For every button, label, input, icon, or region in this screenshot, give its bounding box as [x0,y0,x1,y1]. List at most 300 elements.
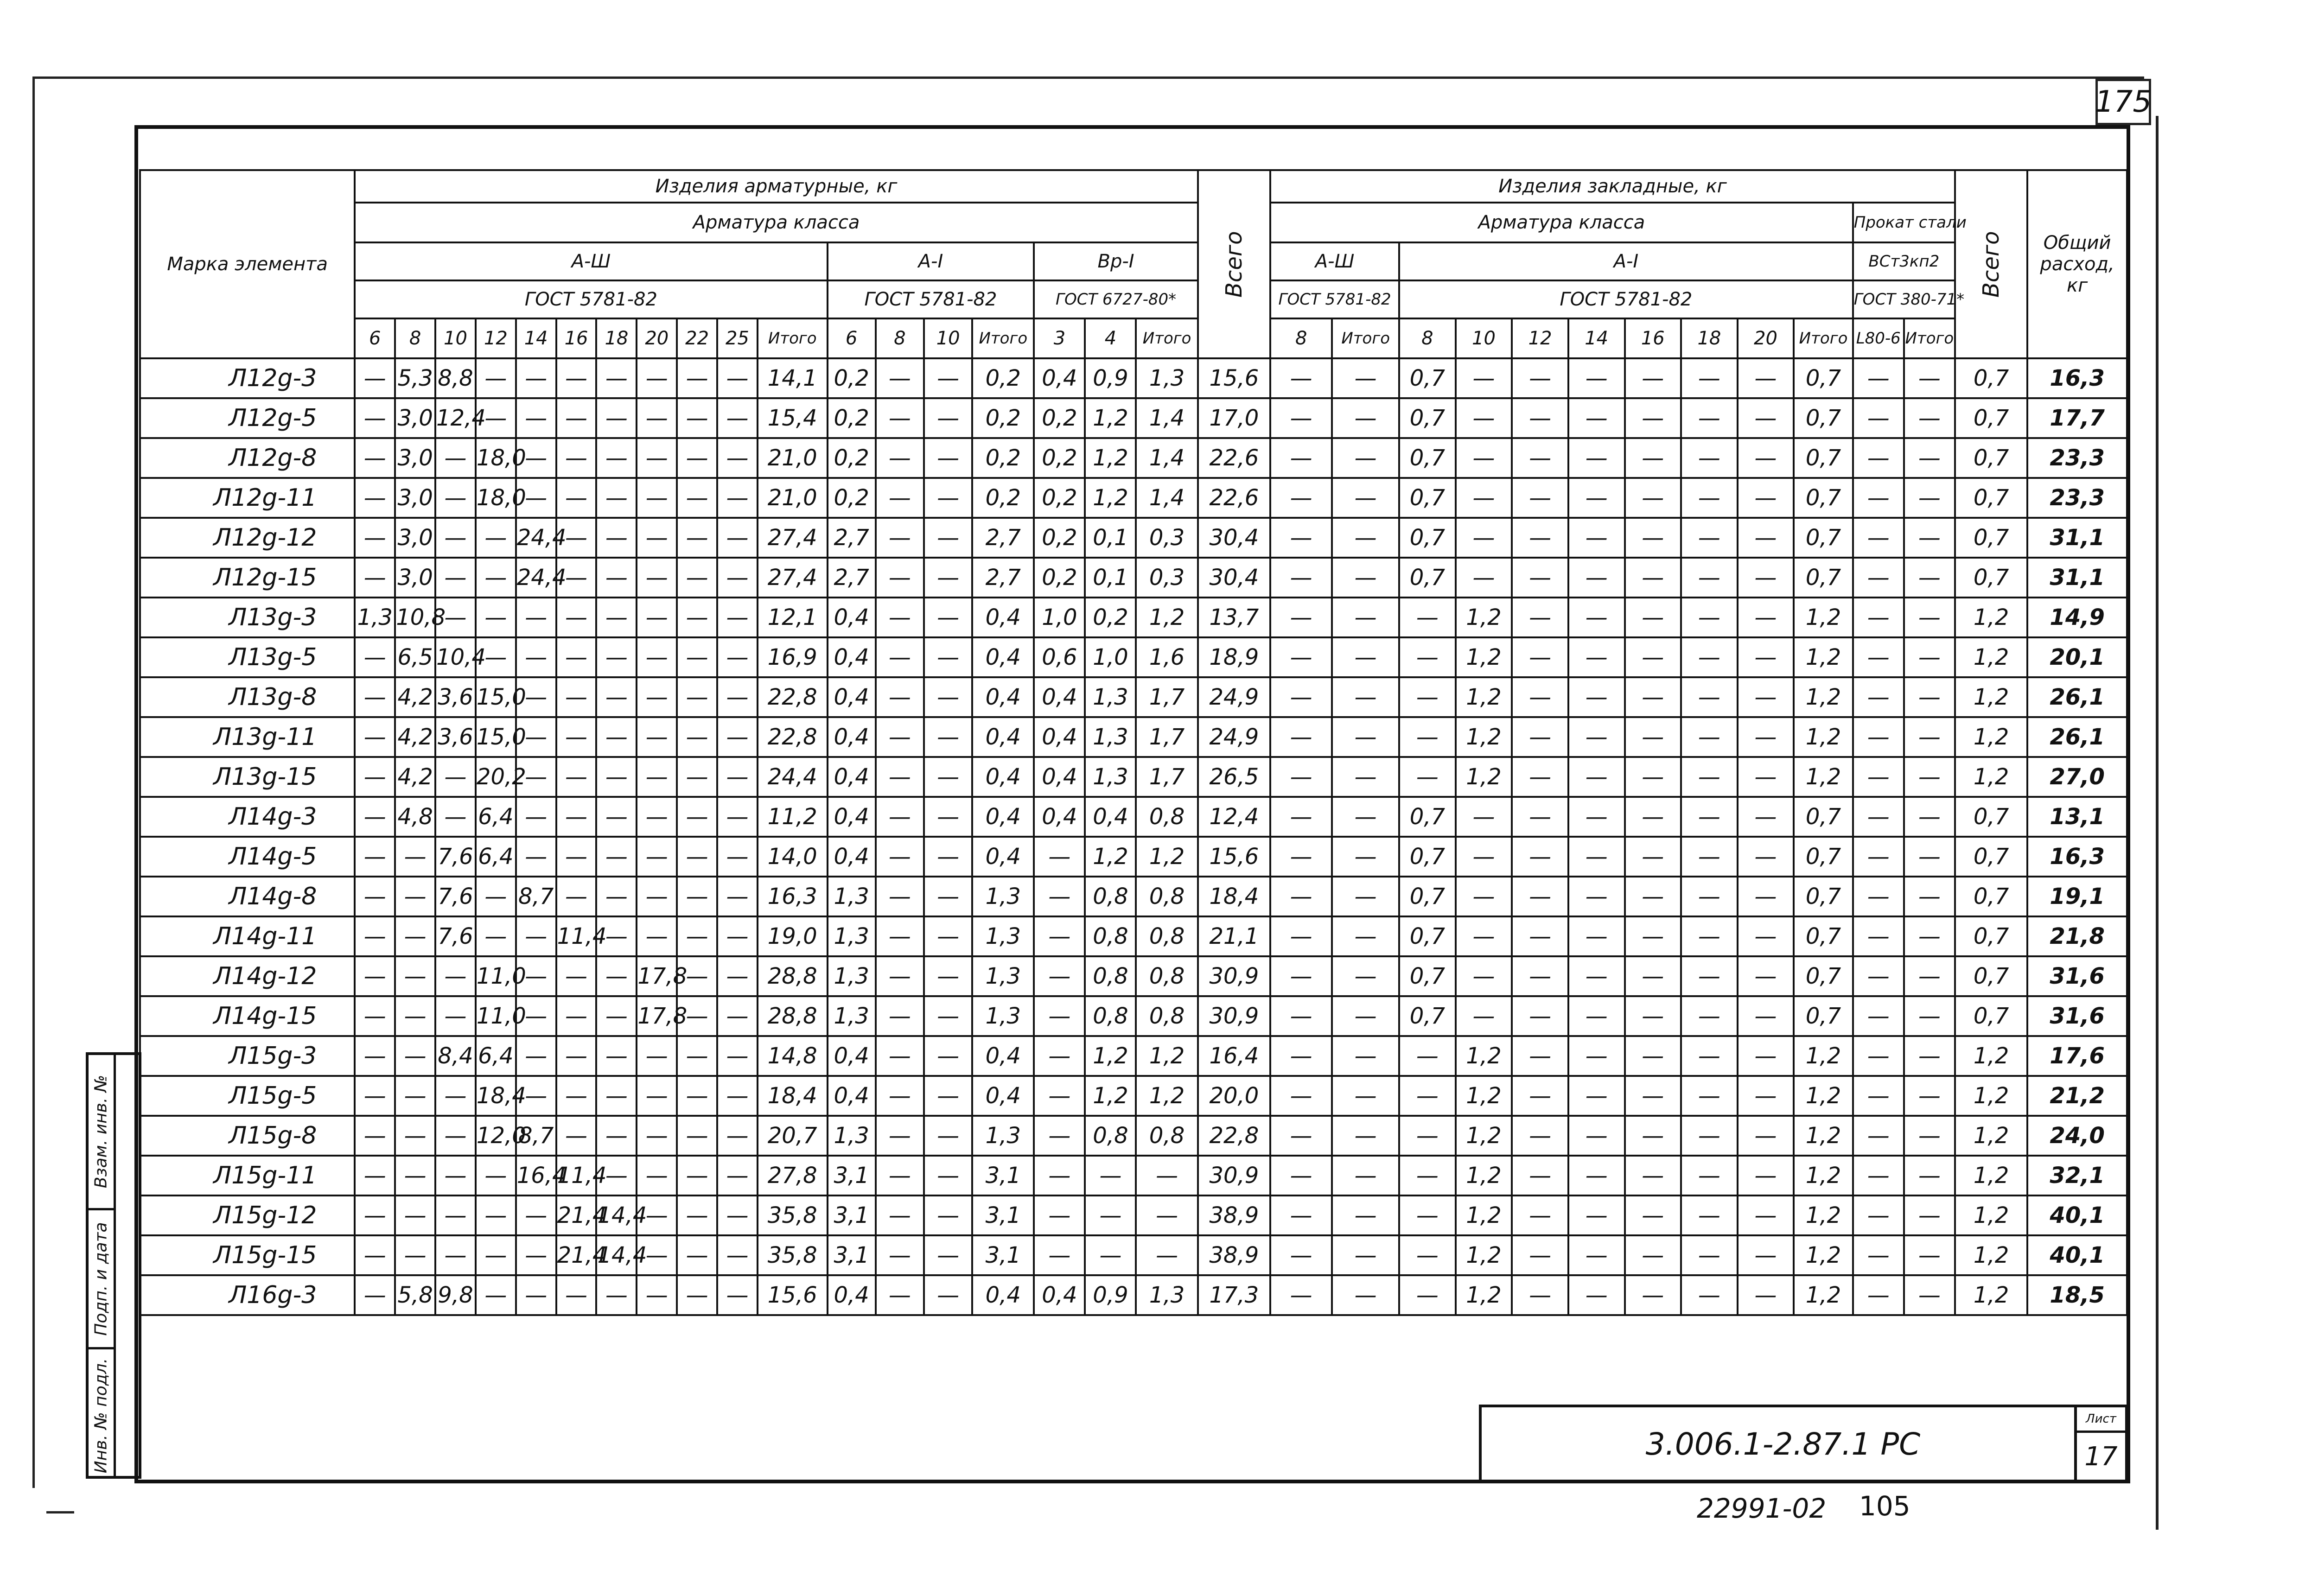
value-cell: 0,7 [1399,916,1456,956]
value-cell: 3,0 [395,558,435,598]
value-cell: — [1568,478,1625,518]
total-cell: — [1136,1156,1197,1195]
value-cell: — [516,916,556,956]
value-cell: — [637,677,677,717]
table-row [140,438,2127,478]
total-cell: 0,7 [1955,837,2027,877]
value-cell: — [1853,1195,1904,1235]
value-cell: — [1738,558,1794,598]
table-row [140,1235,2127,1275]
value-cell: — [355,837,395,877]
value-cell: 1,2 [1456,1116,1512,1156]
total-cell: 0,7 [1794,996,1853,1036]
value-cell: 4,8 [395,797,435,837]
value-cell: — [677,518,717,558]
value-cell: — [1456,518,1512,558]
value-cell: 0,7 [1399,877,1456,916]
value-cell: — [876,996,924,1036]
diameter-header: 16 [556,318,597,358]
value-cell: — [637,877,677,916]
total-cell: 1,2 [1794,637,1853,677]
value-cell: 0,4 [1034,797,1085,837]
diameter-header: 12 [1512,318,1568,358]
value-cell: 7,6 [435,837,476,877]
value-cell: — [924,1275,972,1315]
total-cell: 2,7 [972,558,1034,598]
value-cell: 1,2 [1085,478,1136,518]
total-cell: 1,2 [1794,677,1853,717]
total-header: Всего [1198,170,1270,358]
total-cell: 31,1 [2027,558,2127,598]
value-cell: — [677,1275,717,1315]
stamp-cell [89,1347,114,1482]
value-cell: — [1568,877,1625,916]
total-cell: 12,4 [1198,797,1270,837]
value-cell: — [717,837,758,877]
value-cell: — [1681,358,1738,398]
total-cell: — [1332,797,1399,837]
total-cell: 3,1 [972,1195,1034,1235]
total-cell: — [1332,956,1399,996]
value-cell: — [1270,637,1332,677]
value-cell: — [395,1076,435,1116]
value-cell: 1,2 [1456,637,1512,677]
value-cell: — [1853,1235,1904,1275]
diameter-header: 20 [637,318,677,358]
total-cell: 38,9 [1198,1195,1270,1235]
value-cell: 7,6 [435,916,476,956]
total-cell: 1,3 [1136,1275,1197,1315]
total-cell: 30,4 [1198,518,1270,558]
value-cell: — [556,797,597,837]
value-cell: 15,0 [476,677,516,717]
total-cell: 27,0 [2027,757,2127,797]
value-cell: — [1738,637,1794,677]
value-cell: — [355,1156,395,1195]
total-cell: — [1136,1195,1197,1235]
value-cell: — [1270,797,1332,837]
value-cell: 0,9 [1085,358,1136,398]
value-cell: — [476,1156,516,1195]
total-cell: 1,3 [972,916,1034,956]
total-cell: 1,2 [1955,1235,2027,1275]
value-cell: 21,4 [556,1235,597,1275]
value-cell: — [1625,1195,1681,1235]
value-cell: — [516,757,556,797]
total-cell: 30,9 [1198,1156,1270,1195]
value-cell: — [637,358,677,398]
value-cell: — [1681,757,1738,797]
value-cell: — [1853,1076,1904,1116]
value-cell: — [1738,717,1794,757]
value-cell: — [1625,916,1681,956]
value-cell: 18,4 [476,1076,516,1116]
value-cell: 1,3 [1085,677,1136,717]
value-cell: 8,7 [516,877,556,916]
value-cell: — [556,837,597,877]
value-cell: — [677,877,717,916]
value-cell: 20,2 [476,757,516,797]
value-cell: — [556,1275,597,1315]
value-cell: — [1625,1275,1681,1315]
value-cell: — [1399,1275,1456,1315]
table-row [140,717,2127,757]
value-cell: — [717,1076,758,1116]
total-cell: 0,4 [972,837,1034,877]
value-cell: 0,4 [828,598,876,637]
value-cell: — [876,916,924,956]
total-cell: 0,8 [1136,996,1197,1036]
total-cell: 22,6 [1198,438,1270,478]
value-cell: — [355,478,395,518]
value-cell: — [1034,916,1085,956]
value-cell: — [556,358,597,398]
value-cell: — [1399,1195,1456,1235]
order-code: 22991-02 [1697,1493,1827,1524]
value-cell: 14,4 [596,1235,637,1275]
total-cell: 1,2 [1955,1195,2027,1235]
value-cell: — [1399,1036,1456,1076]
value-cell: — [355,1036,395,1076]
value-cell: — [924,438,972,478]
value-cell: — [1681,797,1738,837]
value-cell: — [637,558,677,598]
value-cell: — [395,1195,435,1235]
value-cell: — [1681,877,1738,916]
value-cell: — [395,1036,435,1076]
value-cell: — [1738,996,1794,1036]
value-cell: — [1512,717,1568,757]
value-cell: — [876,1235,924,1275]
value-cell: — [1625,1156,1681,1195]
value-cell: — [1034,1235,1085,1275]
value-cell: — [556,438,597,478]
value-cell: 1,0 [1085,637,1136,677]
value-cell: — [717,916,758,956]
value-cell: — [1853,438,1904,478]
value-cell: — [677,558,717,598]
value-cell: — [1568,1076,1625,1116]
right-border-rule [2156,116,2159,1530]
value-cell: — [637,598,677,637]
total-cell: 17,7 [2027,398,2127,438]
total-cell: — [1332,518,1399,558]
value-cell: 4,2 [395,717,435,757]
total-cell: 28,8 [758,996,828,1036]
element-mark: Л15g-11 [140,1156,355,1195]
value-cell: — [596,1156,637,1195]
total-cell: 1,2 [1794,1235,1853,1275]
total-cell: 0,4 [972,598,1034,637]
element-mark: Л12g-15 [140,558,355,598]
value-cell: 6,4 [476,797,516,837]
value-cell: — [1512,1156,1568,1195]
value-cell: 3,0 [395,478,435,518]
value-cell: — [1625,996,1681,1036]
value-cell: 1,2 [1456,717,1512,757]
value-cell: — [556,637,597,677]
table-row [140,916,2127,956]
value-cell: — [596,1036,637,1076]
total-cell: 1,2 [1955,1156,2027,1195]
total-cell: — [1904,1156,1955,1195]
value-cell: — [1568,837,1625,877]
value-cell: 0,1 [1085,518,1136,558]
total-cell: 0,7 [1955,877,2027,916]
mark-header: Марка элемента [140,170,355,358]
value-cell: — [1568,996,1625,1036]
diameter-header: 10 [435,318,476,358]
value-cell: — [1625,837,1681,877]
total-cell: — [1904,956,1955,996]
value-cell: — [355,1275,395,1315]
value-cell: — [1738,1156,1794,1195]
total-cell: — [1332,1036,1399,1076]
value-cell: — [924,996,972,1036]
element-mark: Л16g-3 [140,1275,355,1315]
value-cell: — [1625,478,1681,518]
total-cell: 0,2 [972,398,1034,438]
value-cell: — [924,558,972,598]
value-cell: — [677,916,717,956]
value-cell: — [1625,956,1681,996]
element-mark: Л15g-5 [140,1076,355,1116]
total-cell: 0,3 [1136,558,1197,598]
value-cell: — [1853,877,1904,916]
total-cell: 1,2 [1136,598,1197,637]
value-cell: — [1568,637,1625,677]
total-cell: 3,1 [972,1156,1034,1195]
value-cell: — [1681,996,1738,1036]
value-cell: 6,4 [476,1036,516,1076]
value-cell: 0,4 [828,837,876,877]
value-cell: — [556,518,597,558]
value-cell: — [1456,398,1512,438]
steel-grade-header: ВСт3кп2 [1853,242,1955,280]
value-cell: — [1681,956,1738,996]
value-cell: 1,0 [1034,598,1085,637]
value-cell: 1,2 [1085,837,1136,877]
value-cell: 18,0 [476,438,516,478]
total-cell: 21,0 [758,478,828,518]
table-body [140,358,2127,1315]
total-cell: 18,4 [1198,877,1270,916]
value-cell: 8,7 [516,1116,556,1156]
value-cell: — [1512,358,1568,398]
value-cell: — [1853,478,1904,518]
value-cell: — [435,598,476,637]
value-cell: — [717,717,758,757]
total-cell: 0,7 [1794,518,1853,558]
value-cell: — [637,1036,677,1076]
value-cell: — [1853,637,1904,677]
value-cell: 14,4 [596,1195,637,1235]
value-cell: — [596,956,637,996]
value-cell: 0,7 [1399,837,1456,877]
value-cell: — [476,398,516,438]
value-cell: 7,6 [435,877,476,916]
value-cell: — [637,837,677,877]
stamp-label: Инв. № подл. [91,1358,111,1473]
value-cell: — [677,797,717,837]
element-mark: Л13g-15 [140,757,355,797]
value-cell: 0,4 [1034,358,1085,398]
total-cell: 15,6 [758,1275,828,1315]
value-cell: — [1625,1116,1681,1156]
value-cell: — [677,598,717,637]
sheet-box [2074,1407,2125,1481]
value-cell: — [476,358,516,398]
total-cell: — [1332,916,1399,956]
value-cell: — [355,877,395,916]
total-cell: 0,7 [1955,558,2027,598]
value-cell: — [355,916,395,956]
value-cell: — [1034,1156,1085,1195]
value-cell: — [355,1116,395,1156]
value-cell: 0,7 [1399,518,1456,558]
value-cell: — [1512,956,1568,996]
value-cell: — [677,637,717,677]
total-cell: 1,2 [1955,757,2027,797]
total-cell: 1,2 [1794,1036,1853,1076]
total-cell: 24,9 [1198,717,1270,757]
total-cell: 1,2 [1955,1116,2027,1156]
total-cell: 35,8 [758,1195,828,1235]
value-cell: — [1568,1036,1625,1076]
bottom-left-rule [46,1511,74,1513]
value-cell: — [435,558,476,598]
value-cell: — [677,996,717,1036]
total-cell: 22,8 [1198,1116,1270,1156]
value-cell: — [1512,637,1568,677]
embedded-products-header: Изделия закладные, кг [1270,170,1955,203]
total-cell: 1,2 [1794,757,1853,797]
total-cell: 38,9 [1198,1235,1270,1275]
value-cell: — [516,1195,556,1235]
value-cell: 0,8 [1085,916,1136,956]
table-row [140,478,2127,518]
total-cell: 13,1 [2027,797,2127,837]
total-cell: 16,3 [2027,837,2127,877]
value-cell: — [717,956,758,996]
table-row [140,598,2127,637]
value-cell: — [1270,757,1332,797]
value-cell: — [596,1116,637,1156]
total-cell: 18,4 [758,1076,828,1116]
total-cell: 1,3 [1136,358,1197,398]
footer-page-number: 105 [1859,1490,1910,1522]
value-cell: — [1625,438,1681,478]
total-cell: 1,2 [1794,1156,1853,1195]
value-cell: — [435,1116,476,1156]
subtotal-header: Итого [1332,318,1399,358]
total-cell: 1,2 [1794,598,1853,637]
value-cell: — [556,677,597,717]
subtotal-header: Итого [1904,318,1955,358]
total-cell: 1,2 [1955,677,2027,717]
total-cell: 24,9 [1198,677,1270,717]
total-cell: 30,9 [1198,956,1270,996]
value-cell: — [717,797,758,837]
total-cell: 0,7 [1955,916,2027,956]
total-cell: — [1904,558,1955,598]
table-row [140,518,2127,558]
total-cell: 21,0 [758,438,828,478]
value-cell: — [1270,398,1332,438]
value-cell: 8,4 [435,1036,476,1076]
value-cell: — [596,438,637,478]
value-cell: — [924,837,972,877]
value-cell: 0,8 [1085,1116,1136,1156]
total-cell: 1,2 [1955,717,2027,757]
value-cell: — [1456,797,1512,837]
total-cell: 23,3 [2027,438,2127,478]
value-cell: — [677,358,717,398]
total-cell: 0,7 [1794,837,1853,877]
total-cell: — [1904,1116,1955,1156]
value-cell: 0,4 [828,677,876,717]
value-cell: — [924,478,972,518]
diameter-header: 4 [1085,318,1136,358]
total-cell: 0,8 [1136,956,1197,996]
value-cell: — [717,438,758,478]
total-cell: 0,4 [972,1036,1034,1076]
diameter-header: 10 [1456,318,1512,358]
value-cell: — [1512,1036,1568,1076]
total-cell: 1,3 [972,956,1034,996]
value-cell: — [395,916,435,956]
value-cell: 0,4 [828,797,876,837]
value-cell: — [516,717,556,757]
value-cell: — [717,1275,758,1315]
total-cell: — [1904,637,1955,677]
subtotal-header: Итого [1136,318,1197,358]
value-cell: — [924,598,972,637]
table-row [140,358,2127,398]
total-cell: 1,2 [1794,717,1853,757]
value-cell: 1,2 [1456,1076,1512,1116]
table-row [140,1116,2127,1156]
value-cell: 0,8 [1085,996,1136,1036]
rolled-profile-header: L80-6 [1853,318,1904,358]
value-cell: — [1270,1076,1332,1116]
value-cell: — [596,358,637,398]
total-cell: 28,8 [758,956,828,996]
value-cell: — [1512,558,1568,598]
total-cell: 17,0 [1198,398,1270,438]
value-cell: — [876,717,924,757]
value-cell: — [596,757,637,797]
total-cell: 0,7 [1794,916,1853,956]
value-cell: — [1034,996,1085,1036]
value-cell: 2,7 [828,518,876,558]
value-cell: — [717,518,758,558]
value-cell: — [1625,797,1681,837]
value-cell: 0,4 [1034,1275,1085,1315]
total-cell: 26,1 [2027,677,2127,717]
total-cell: — [1332,558,1399,598]
value-cell: — [1512,1195,1568,1235]
value-cell: — [637,757,677,797]
total-cell: — [1332,398,1399,438]
value-cell: — [1625,877,1681,916]
total-cell: 12,1 [758,598,828,637]
value-cell: — [1456,438,1512,478]
value-cell: — [596,677,637,717]
value-cell: — [596,717,637,757]
total-cell: 1,2 [1955,1275,2027,1315]
value-cell: 3,0 [395,438,435,478]
